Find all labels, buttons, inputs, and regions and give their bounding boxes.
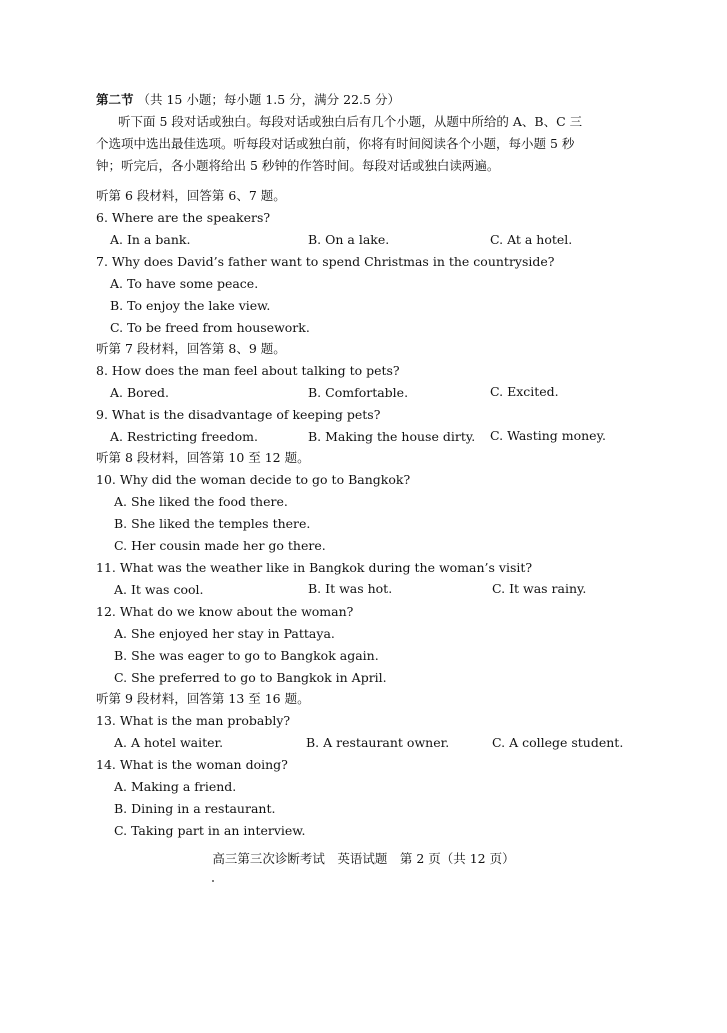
question-6-option-b: B. On a lake. [308, 232, 390, 247]
question-14-stem: 14. What is the woman doing? [96, 757, 288, 772]
question-7-stem: 7. Why does David’s father want to spend Christmas in the countryside? [96, 254, 555, 269]
question-8-option-c: C. Excited. [490, 384, 559, 399]
question-11-stem: 11. What was the weather like in Bangkok during the woman’s visit? [96, 560, 533, 575]
scan-speck [212, 880, 214, 882]
question-13-option-a: A. A hotel waiter. [114, 735, 224, 750]
question-12-option-b: B. She was eager to go to Bangkok again. [114, 648, 379, 663]
instruction-line-3: 钟；听完后，各小题将给出 5 秒钟的作答时间。每段对话或独白读两遍。 [96, 158, 500, 173]
question-13-option-b: B. A restaurant owner. [306, 735, 450, 750]
instruction-line-2: 个选项中选出最佳选项。听每段对话或独白前，你将有时间阅读各个小题，每小题 5 秒 [96, 136, 575, 151]
question-10-option-a: A. She liked the food there. [114, 494, 288, 509]
material-heading-9: 听第 9 段材料，回答第 13 至 16 题。 [96, 691, 310, 706]
material-heading-6: 听第 6 段材料，回答第 6、7 题。 [96, 188, 286, 203]
section-heading [96, 92, 400, 108]
question-14-option-c: C. Taking part in an interview. [114, 823, 306, 838]
question-8-option-a: A. Bored. [110, 385, 170, 400]
material-heading-7: 听第 7 段材料，回答第 8、9 题。 [96, 341, 286, 356]
question-6-option-a: A. In a bank. [110, 232, 191, 247]
question-6-stem: 6. Where are the speakers? [96, 210, 271, 225]
question-9-option-b: B. Making the house dirty. [308, 429, 476, 444]
question-9-option-c: C. Wasting money. [490, 428, 606, 443]
question-11-option-b: B. It was hot. [308, 581, 393, 596]
question-9-stem: 9. What is the disadvantage of keeping pets? [96, 407, 381, 422]
question-8-stem: 8. How does the man feel about talking to pets? [96, 363, 400, 378]
question-10-option-c: C. Her cousin made her go there. [114, 538, 326, 553]
question-12-option-a: A. She enjoyed her stay in Pattaya. [114, 626, 335, 641]
question-12-option-c: C. She preferred to go to Bangkok in April. [114, 670, 387, 685]
section-title: 第二节 [96, 92, 134, 107]
material-heading-8: 听第 8 段材料，回答第 10 至 12 题。 [96, 450, 310, 465]
question-8-option-b: B. Comfortable. [308, 385, 409, 400]
question-12-stem: 12. What do we know about the woman? [96, 604, 354, 619]
question-13-stem: 13. What is the man probably? [96, 713, 291, 728]
instruction-line-1: 听下面 5 段对话或独白。每段对话或独白后有几个小题，从题中所给的 A、B、C 三 [118, 114, 583, 129]
question-6-option-c: C. At a hotel. [490, 232, 573, 247]
question-14-option-b: B. Dining in a restaurant. [114, 801, 276, 816]
question-9-option-a: A. Restricting freedom. [110, 429, 258, 444]
question-7-option-b: B. To enjoy the lake view. [110, 298, 271, 313]
question-11-option-a: A. It was cool. [114, 582, 204, 597]
question-7-option-c: C. To be freed from housework. [110, 320, 310, 335]
question-10-stem: 10. Why did the woman decide to go to Bangkok? [96, 472, 411, 487]
question-10-option-b: B. She liked the temples there. [114, 516, 311, 531]
question-14-option-a: A. Making a friend. [114, 779, 237, 794]
question-7-option-a: A. To have some peace. [110, 276, 259, 291]
section-score-note: （共 15 小题；每小题 1.5 分，满分 22.5 分） [137, 92, 400, 107]
page-footer: 高三第三次诊断考试 英语试题 第 2 页（共 12 页） [212, 851, 515, 866]
question-13-option-c: C. A college student. [492, 735, 624, 750]
question-11-option-c: C. It was rainy. [492, 581, 587, 596]
